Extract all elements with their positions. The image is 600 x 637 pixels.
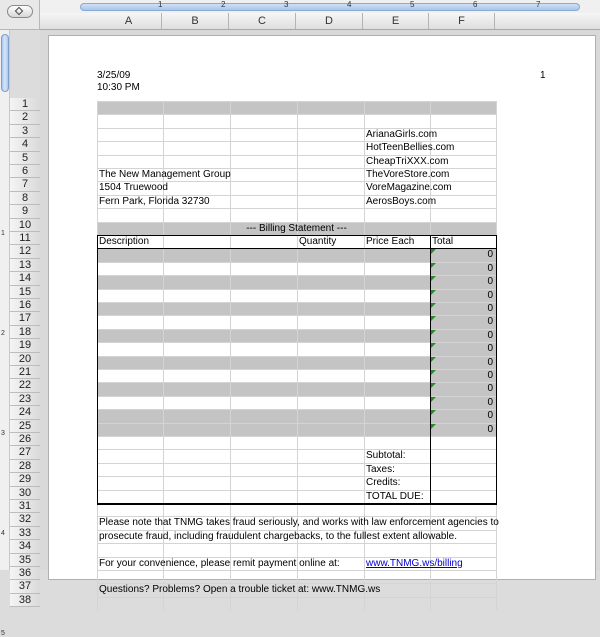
credits-label: Credits: <box>366 477 401 489</box>
box-border <box>496 235 497 504</box>
col-description: Description <box>99 236 150 247</box>
box-border <box>97 503 497 505</box>
ruler-number: 2 <box>221 0 226 9</box>
shaded-band <box>97 423 430 436</box>
line-total-cell[interactable]: 0 <box>487 276 493 288</box>
row-header-32[interactable]: 32 <box>10 513 40 526</box>
ruler-number: 3 <box>284 0 289 9</box>
column-headers <box>40 13 600 30</box>
page-number: 1 <box>540 70 546 81</box>
row-header-37[interactable]: 37 <box>10 580 40 593</box>
column-header-b[interactable]: B <box>162 13 229 29</box>
line-total-cell[interactable]: 0 <box>487 423 493 435</box>
line-total-cell[interactable]: 0 <box>487 356 493 368</box>
error-indicator-icon <box>431 276 436 281</box>
ruler-number: 5 <box>1 630 5 637</box>
row-header-26[interactable]: 26 <box>10 433 40 446</box>
remit-text: For your convenience, please remit payment online at: <box>99 557 340 569</box>
company-name: The New Management Group <box>99 169 231 180</box>
row-header-35[interactable]: 35 <box>10 554 40 567</box>
error-indicator-icon <box>431 343 436 348</box>
col-price: Price Each <box>366 236 415 247</box>
ruler-number: 1 <box>158 0 163 9</box>
ruler-number: 6 <box>473 0 478 9</box>
fraud-notice-line: Please note that TNMG takes fraud seriously, and works with law enforcement agencies to <box>99 517 499 529</box>
row-header-27[interactable]: 27 <box>10 446 40 459</box>
row-header-17[interactable]: 17 <box>10 312 40 325</box>
row-header-7[interactable]: 7 <box>10 178 40 191</box>
ruler-number: 2 <box>1 330 5 337</box>
website-item: CheapTriXXX.com <box>366 155 449 167</box>
error-indicator-icon <box>431 410 436 415</box>
line-total-cell[interactable]: 0 <box>487 289 493 301</box>
shaded-band <box>97 275 430 288</box>
billing-link[interactable]: www.TNMG.ws/billing <box>366 557 463 569</box>
header-date: 3/25/09 <box>97 70 131 81</box>
row-header-20[interactable]: 20 <box>10 353 40 366</box>
row-header-38[interactable]: 38 <box>10 594 40 607</box>
column-header-f[interactable]: F <box>429 13 495 29</box>
row-headers <box>10 98 40 606</box>
fraud-notice-line: prosecute fraud, including fraudulent chargebacks, to the fullest extent allowable. <box>99 530 457 542</box>
line-total-cell[interactable]: 0 <box>487 303 493 314</box>
row-header-36[interactable]: 36 <box>10 567 40 580</box>
row-header-33[interactable]: 33 <box>10 527 40 540</box>
row-header-30[interactable]: 30 <box>10 487 40 500</box>
shaded-band <box>97 248 430 261</box>
column-header-c[interactable]: C <box>229 13 296 29</box>
row-header-13[interactable]: 13 <box>10 259 40 272</box>
error-indicator-icon <box>431 316 436 321</box>
website-item: HotTeenBellies.com <box>366 142 455 154</box>
row-header-15[interactable]: 15 <box>10 286 40 299</box>
shaded-band <box>97 302 430 315</box>
line-total-cell[interactable]: 0 <box>487 343 493 355</box>
vertical-ruler[interactable] <box>0 30 10 637</box>
column-header-e[interactable]: E <box>363 13 429 29</box>
horizontal-ruler[interactable] <box>40 0 600 13</box>
box-border <box>430 235 431 503</box>
website-item: TheVoreStore.com <box>366 169 450 180</box>
row-header-34[interactable]: 34 <box>10 540 40 553</box>
company-city: Fern Park, Florida 32730 <box>99 195 210 207</box>
row-header-22[interactable]: 22 <box>10 379 40 392</box>
row-header-24[interactable]: 24 <box>10 406 40 419</box>
error-indicator-icon <box>431 370 436 375</box>
row-header-5[interactable]: 5 <box>10 152 40 165</box>
row-header-29[interactable]: 29 <box>10 473 40 486</box>
website-item: ArianaGirls.com <box>366 128 438 140</box>
line-total-cell[interactable]: 0 <box>487 262 493 274</box>
column-header-d[interactable]: D <box>296 13 363 29</box>
ruler-number: 1 <box>1 230 5 237</box>
row-header-18[interactable]: 18 <box>10 326 40 339</box>
col-quantity: Quantity <box>299 236 337 247</box>
row-header-28[interactable]: 28 <box>10 460 40 473</box>
error-indicator-icon <box>431 357 436 362</box>
questions-text: Questions? Problems? Open a trouble ticket at: www.TNMG.ws <box>99 584 381 596</box>
ruler-number: 5 <box>410 0 415 9</box>
error-indicator-icon <box>431 290 436 295</box>
row-header-31[interactable]: 31 <box>10 500 40 513</box>
shaded-band <box>97 382 430 395</box>
row-header-6[interactable]: 6 <box>10 165 40 178</box>
view-toggle-button[interactable] <box>7 5 33 18</box>
row-header-1[interactable]: 1 <box>10 98 40 111</box>
row-header-23[interactable]: 23 <box>10 393 40 406</box>
error-indicator-icon <box>431 303 436 308</box>
line-total-cell[interactable]: 0 <box>487 383 493 395</box>
ruler-margin-handle[interactable] <box>1 34 9 92</box>
header-time: 10:30 PM <box>97 82 140 93</box>
row-header-25[interactable]: 25 <box>10 420 40 433</box>
ruler-number: 3 <box>1 430 5 437</box>
row-header-21[interactable]: 21 <box>10 366 40 379</box>
row-header-11[interactable]: 11 <box>10 232 40 245</box>
ruler-number: 7 <box>536 0 541 9</box>
line-total-cell[interactable]: 0 <box>487 316 493 328</box>
shaded-band <box>97 329 430 342</box>
line-total-cell[interactable]: 0 <box>487 396 493 408</box>
row-header-3[interactable]: 3 <box>10 125 40 138</box>
box-border <box>97 235 98 503</box>
row-header-9[interactable]: 9 <box>10 205 40 218</box>
line-total-cell[interactable]: 0 <box>487 249 493 261</box>
printed-page <box>48 35 596 596</box>
taxes-label: Taxes: <box>366 463 395 475</box>
ruler-margin-bar[interactable] <box>80 3 580 11</box>
view-mode-corner <box>0 0 40 30</box>
row-header-16[interactable]: 16 <box>10 299 40 312</box>
row-header-14[interactable]: 14 <box>10 272 40 285</box>
website-item: VoreMagazine.com <box>366 182 452 194</box>
error-indicator-icon <box>431 397 436 402</box>
website-item: AerosBoys.com <box>366 195 437 207</box>
total-due-label: TOTAL DUE: <box>366 490 424 502</box>
row-header-10[interactable]: 10 <box>10 219 40 232</box>
ruler-number: 4 <box>1 530 5 537</box>
shaded-band <box>97 356 430 369</box>
page-layout-area <box>40 30 600 596</box>
error-indicator-icon <box>431 330 436 335</box>
billing-title: --- Billing Statement --- <box>246 222 347 234</box>
row-header-19[interactable]: 19 <box>10 339 40 352</box>
error-indicator-icon <box>431 383 436 388</box>
line-total-cell[interactable]: 0 <box>487 410 493 422</box>
col-total: Total <box>432 236 454 247</box>
line-total-cell[interactable]: 0 <box>487 370 493 381</box>
line-total-cell[interactable]: 0 <box>487 329 493 341</box>
row-header-2[interactable]: 2 <box>10 111 40 124</box>
error-indicator-icon <box>431 424 436 429</box>
ruler-number: 4 <box>347 0 352 9</box>
row-header-8[interactable]: 8 <box>10 192 40 205</box>
row-header-4[interactable]: 4 <box>10 138 40 151</box>
error-indicator-icon <box>431 263 436 268</box>
shaded-band <box>97 409 430 422</box>
error-indicator-icon <box>431 249 436 254</box>
subtotal-label: Subtotal: <box>366 450 406 462</box>
column-header-a[interactable]: A <box>96 13 162 29</box>
row-header-12[interactable]: 12 <box>10 245 40 258</box>
company-street: 1504 Truewood <box>99 182 168 194</box>
